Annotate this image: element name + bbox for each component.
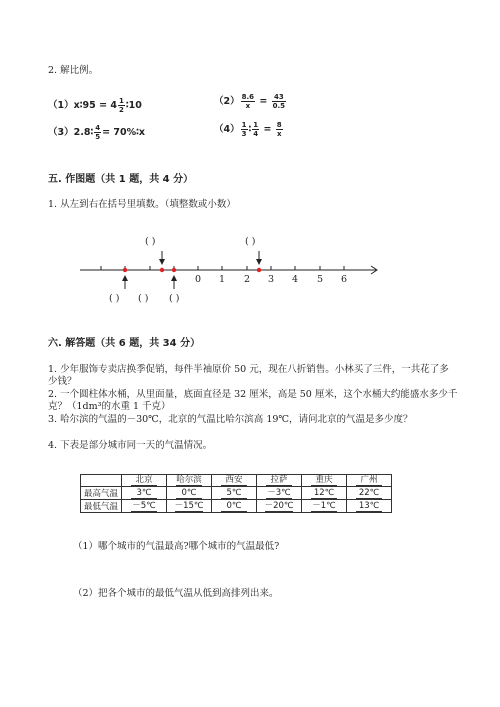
problem-2-text: 2. 一个圆柱体水桶，从里面量，底面直径是 32 厘米，高是 50 厘米，这个水桶大约能盛水多少千克？（1dm³的水重 1 千克） xyxy=(48,389,458,413)
table-header-row xyxy=(81,475,392,487)
answer-bracket-bottom-2[interactable]: ( ) xyxy=(138,293,149,304)
city-header: 拉萨 xyxy=(257,475,302,487)
temperature-table xyxy=(80,474,392,513)
fraction: $\frac{8.6}{x}$ xyxy=(241,93,255,110)
problem-1-text: 1. 少年服饰专卖店换季促销，每件半袖原价 50 元，现在八折销售。小林买了三件，一共花了多少钱？ xyxy=(48,364,449,388)
fraction: $\frac{1}{2}$ xyxy=(118,97,124,114)
problem-4-text: 4. 下表是部分城市同一天的气温情况。 xyxy=(48,440,213,451)
tick-label-5: 5 xyxy=(317,274,324,285)
fraction: $\frac{43}{0.5}$ xyxy=(272,93,286,110)
fraction: $\frac{1}{3}$ xyxy=(241,121,247,138)
section-6-heading: 六. 解答题（共 6 题，共 34 分） xyxy=(48,338,201,349)
answer-bracket-bottom-1[interactable]: ( ) xyxy=(109,293,120,304)
section-5-heading: 五. 作图题（共 1 题，共 4 分） xyxy=(48,174,194,185)
city-header: 西安 xyxy=(212,475,257,487)
table-row: 最高气温 3℃ 0℃ 5℃ －3℃ 12℃ 22℃ xyxy=(81,487,392,500)
answer-bracket-top-2[interactable]: ( ) xyxy=(245,236,256,247)
proportion-item-2: （2） $\frac{8.6}{x}$ = $\frac{43}{0.5}$ xyxy=(214,93,286,110)
proportion-item-1: （1）x∶95 = 4 $\frac{1}{2}$ ∶10 xyxy=(48,97,142,114)
answer-bracket-bottom-3[interactable]: ( ) xyxy=(169,293,180,304)
row-label: 最高气温 xyxy=(81,487,122,500)
tick-label-1: 1 xyxy=(219,274,226,285)
tick-label-3: 3 xyxy=(268,274,275,285)
answer-bracket-top-1[interactable]: ( ) xyxy=(145,236,156,247)
sub-question-1: （1）哪个城市的气温最高?哪个城市的气温最低? xyxy=(73,541,280,552)
tick-label-2: 2 xyxy=(244,274,251,285)
question-2-title: 2. 解比例。 xyxy=(48,65,99,76)
fraction: $\frac{8}{x}$ xyxy=(276,121,282,138)
city-header: 重庆 xyxy=(302,475,347,487)
sub-question-2: （2）把各个城市的最低气温从低到高排列出来。 xyxy=(73,588,279,599)
problem-3-text: 3. 哈尔滨的气温的－30℃，北京的气温比哈尔滨高 19℃，请问北京的气温是多少度？ xyxy=(48,414,413,425)
proportion-item-4: （4） $\frac{1}{3}$ ∶ $\frac{1}{4}$ = $\frac{8}{x}$ xyxy=(214,121,282,138)
fraction: $\frac{1}{4}$ xyxy=(253,121,259,138)
row-label: 最低气温 xyxy=(81,500,122,513)
fraction: $\frac{4}{5}$ xyxy=(95,124,101,141)
city-header: 哈尔滨 xyxy=(167,475,212,487)
table-row: 最低气温 －5℃ －15℃ 0℃ －20℃ －1℃ 13℃ xyxy=(81,500,392,513)
section-5-instruction: 1. 从左到右在括号里填数。（填整数或小数） xyxy=(48,199,236,210)
tick-label-0: 0 xyxy=(195,274,202,285)
proportion-item-3: （3）2.8∶ $\frac{4}{5}$ = 70%∶x xyxy=(48,124,146,141)
city-header: 广州 xyxy=(347,475,392,487)
tick-label-4: 4 xyxy=(292,274,299,285)
tick-label-6: 6 xyxy=(341,274,348,285)
tick-marks xyxy=(101,266,344,270)
city-header: 北京 xyxy=(122,475,167,487)
